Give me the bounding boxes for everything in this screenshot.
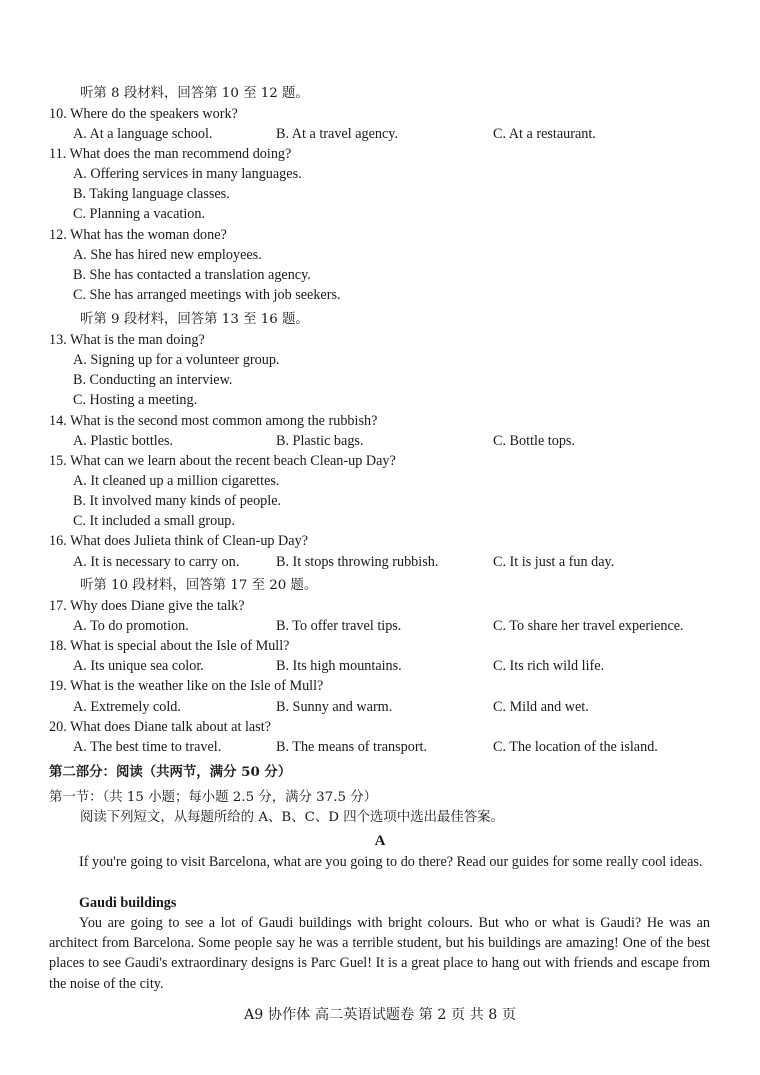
subheading-gaudi: Gaudi buildings [79, 895, 177, 911]
question-10-option-c: C. At a restaurant. [493, 126, 596, 142]
intro-paragraph-text: If you're going to visit Barcelona, what are you going to do there? Read our guides for some really cool ideas. [79, 854, 703, 870]
question-13-option-b: B. Conducting an interview. [73, 372, 233, 388]
question-14-option-c: C. Bottle tops. [493, 433, 575, 449]
question-10-stem: 10. Where do the speakers work? [49, 106, 238, 122]
question-13-option-a: A. Signing up for a volunteer group. [73, 352, 280, 368]
question-12-option-a: A. She has hired new employees. [73, 247, 262, 263]
question-18-option-c: C. Its rich wild life. [493, 658, 605, 674]
question-19-stem: 19. What is the weather like on the Isle of Mull? [49, 678, 324, 694]
question-12-stem: 12. What has the woman done? [49, 227, 227, 243]
question-13-stem: 13. What is the man doing? [49, 332, 205, 348]
question-15-stem: 15. What can we learn about the recent beach Clean-up Day? [49, 453, 396, 469]
question-15-option-b: B. It involved many kinds of people. [73, 493, 282, 509]
question-18-stem: 18. What is special about the Isle of Mull? [49, 638, 290, 654]
section-heading-10: 听第 10 段材料，回答第 17 至 20 题。 [80, 578, 318, 593]
question-20-option-a: A. The best time to travel. [73, 739, 222, 755]
reading-instruction: 阅读下列短文，从每题所给的 A、B、C、D 四个选项中选出最佳答案。 [80, 810, 504, 825]
question-11-option-c: C. Planning a vacation. [73, 206, 205, 222]
question-12-option-b: B. She has contacted a translation agency. [73, 267, 311, 283]
question-20-option-b: B. The means of transport. [276, 739, 428, 755]
passage-letter: A [374, 833, 386, 849]
question-15-option-c: C. It included a small group. [73, 513, 235, 529]
body-paragraph-text: You are going to see a lot of Gaudi buildings with bright colours. But who or what is Gaudi? He was an architect from Barcelona. Some people say he was a terrible student, but his buildings are amazing! One of the best places to see Gaudi's extraordinary designs is Parc Guel! It is a great place to hang out with friends and escape from the noise of the city. [49, 915, 710, 992]
question-16-option-a: A. It is necessary to carry on. [73, 554, 240, 570]
question-13-option-c: C. Hosting a meeting. [73, 392, 198, 408]
question-17-stem: 17. Why does Diane give the talk? [49, 598, 245, 614]
question-17-option-a: A. To do promotion. [73, 618, 189, 634]
question-16-option-b: B. It stops throwing rubbish. [276, 554, 439, 570]
question-20-stem: 20. What does Diane talk about at last? [49, 719, 271, 735]
section-heading-8: 听第 8 段材料，回答第 10 至 12 题。 [80, 86, 309, 101]
question-15-option-a: A. It cleaned up a million cigarettes. [73, 473, 280, 489]
question-11-option-a: A. Offering services in many languages. [73, 166, 302, 182]
question-17-option-c: C. To share her travel experience. [493, 618, 684, 634]
intro-paragraph [49, 852, 710, 872]
question-14-option-b: B. Plastic bags. [276, 433, 364, 449]
question-12-option-c: C. She has arranged meetings with job seekers. [73, 287, 341, 303]
question-18-option-b: B. Its high mountains. [276, 658, 402, 674]
question-10-option-a: A. At a language school. [73, 126, 213, 142]
section1-title: 第一节：（共 15 小题；每小题 2.5 分，满分 37.5 分） [49, 790, 378, 805]
part2-title: 第二部分：阅读（共两节，满分 50 分） [49, 764, 292, 780]
question-16-stem: 16. What does Julieta think of Clean-up Day? [49, 533, 308, 549]
body-paragraph [49, 913, 710, 994]
question-16-option-c: C. It is just a fun day. [493, 554, 615, 570]
question-17-option-b: B. To offer travel tips. [276, 618, 402, 634]
question-19-option-c: C. Mild and wet. [493, 699, 589, 715]
page-footer: A9 协作体 高二英语试题卷 第 2 页 共 8 页 [243, 1007, 517, 1023]
question-11-option-b: B. Taking language classes. [73, 186, 230, 202]
question-19-option-b: B. Sunny and warm. [276, 699, 393, 715]
question-14-option-a: A. Plastic bottles. [73, 433, 174, 449]
question-14-stem: 14. What is the second most common among the rubbish? [49, 413, 378, 429]
question-11-stem: 11. What does the man recommend doing? [49, 146, 292, 162]
section-heading-9: 听第 9 段材料，回答第 13 至 16 题。 [80, 312, 309, 327]
question-19-option-a: A. Extremely cold. [73, 699, 181, 715]
question-20-option-c: C. The location of the island. [493, 739, 658, 755]
question-10-option-b: B. At a travel agency. [276, 126, 398, 142]
question-18-option-a: A. Its unique sea color. [73, 658, 204, 674]
